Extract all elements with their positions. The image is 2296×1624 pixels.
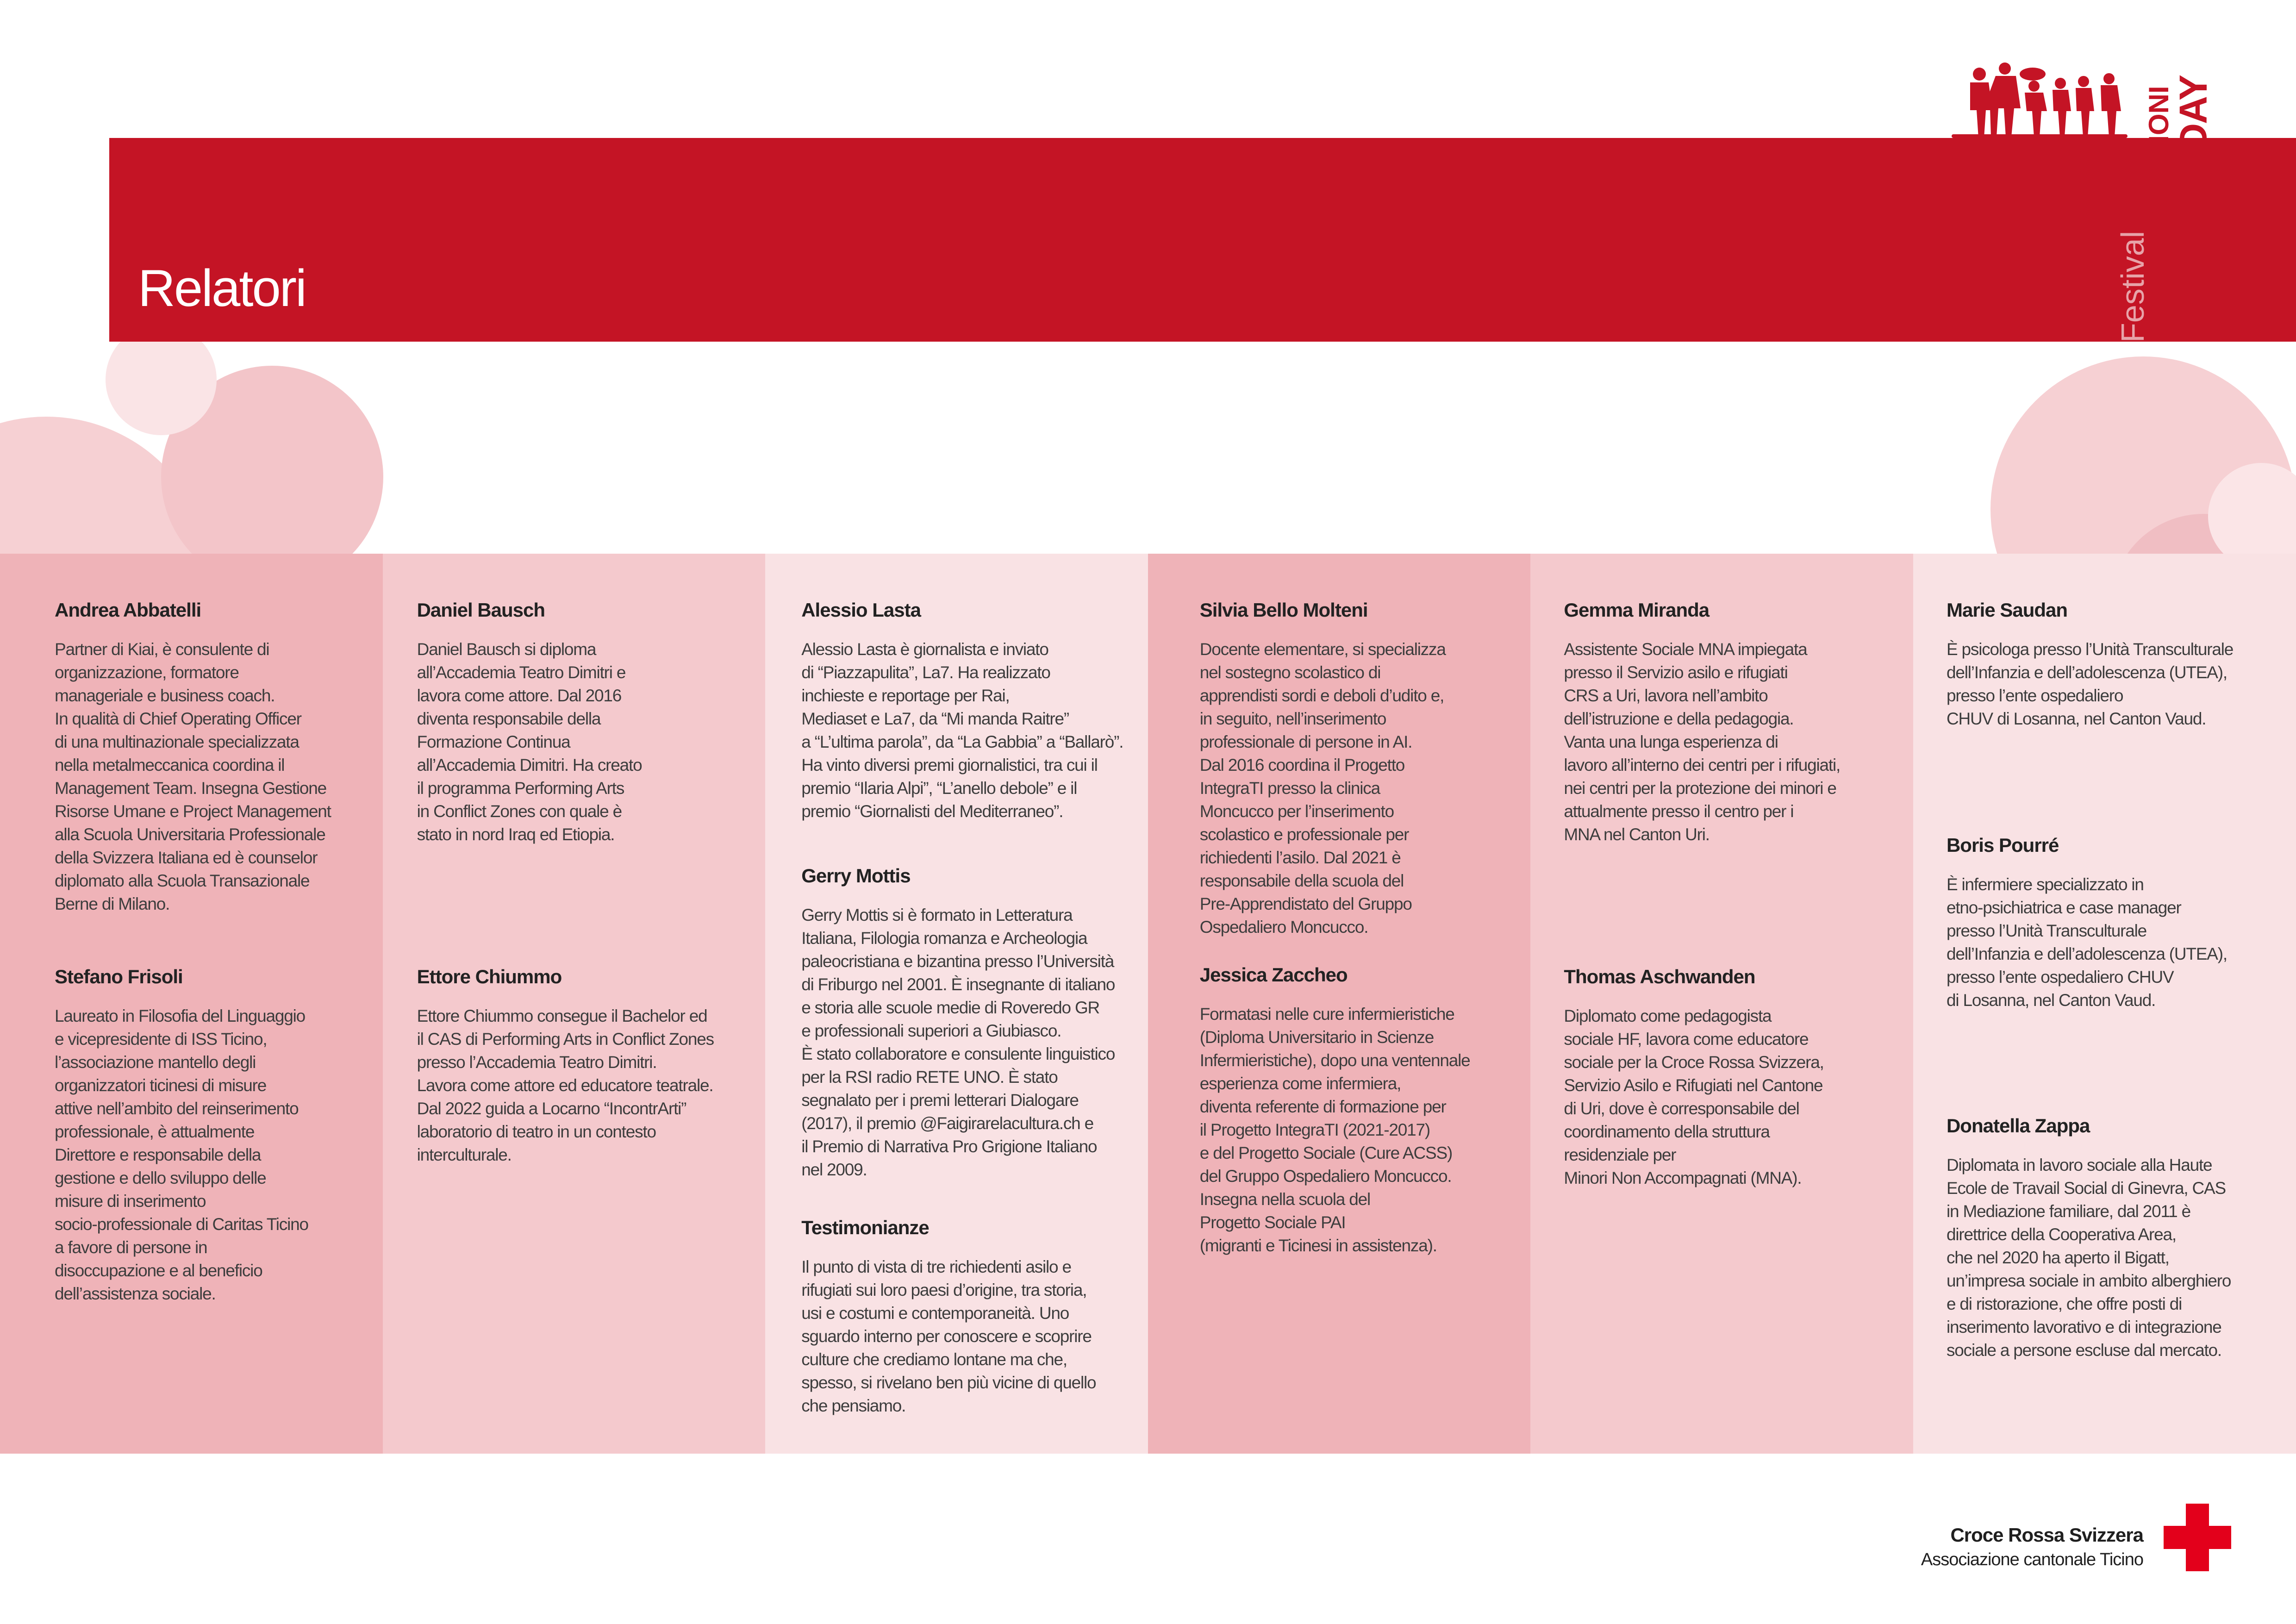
red-cross-logo	[1921, 1504, 2231, 1573]
speaker-bio: Formatasi nelle cure infermieristiche (Diploma Universitario in Scienze Infermieristiche), dopo una ventennale esperienza come infermiera, diventa referente di formazione per il Progetto IntegraTI (2021-2017) e del Progetto Sociale (Cure ACSS) del Gruppo Ospedaliero Moncucco. Insegna nella scuola del Progetto Sociale PAI (migranti e Ticinesi in assistenza).	[1199, 1005, 1470, 1255]
speakers-column	[0, 554, 383, 1454]
speakers-column	[1148, 554, 1531, 1454]
speaker-bio: Alessio Lasta è giornalista e inviato di “Piazzapulita”, La7. Ha realizzato inchieste e reportage per Rai, Mediaset e La7, da “Mi manda Raitre” a “L’ultima parola”, da “La Gabbia” a “Ballarò”. Ha vinto diversi premi giornalistici, tra cui il premio “Ilaria Alpi”, “L’anello debole” e il premio “Giornalisti del Mediterraneo”.	[801, 640, 1123, 821]
speaker-bio: Ettore Chiummo consegue il Bachelor ed il CAS di Performing Arts in Conflict Zones presso l’Accademia Teatro Dimitri. Lavora come attore ed educatore teatrale. Dal 2022 guida a Locarno “IncontrArti” laboratorio di teatro in un contesto interculturale.	[417, 1006, 714, 1164]
speaker-bio: Gerry Mottis si è formato in Letteratura Italiana, Filologia romanza e Archeologia paleocristiana e bizantina presso l’Università di Friburgo nel 2001. È insegnante di italiano e storia alle scuole medie di Roveredo GR e professionali superiori a Giubiasco. È stato collaboratore e consulente linguistico per la RSI radio RETE UNO. È stato segnalato per i premi letterari Dialogare (2017), il premio @Faigirarelacultura.ch e il Premio di Narrativa Pro Grigione Italiano nel 2009.	[801, 906, 1115, 1179]
speaker-name: Daniel Bausch	[417, 599, 545, 621]
speakers-columns	[0, 554, 2296, 1454]
speaker-bio: È infermiere specializzato in etno-psichiatrica e case manager presso l’Unità Transculturale dell’Infanzia e dell’adolescenza (UTEA), presso l’ente ospedaliero CHUV di Losanna, nel Canton Vaud.	[1946, 875, 2227, 1010]
speaker-name: Testimonianze	[801, 1217, 929, 1238]
speaker-bio: Il punto di vista di tre richiedenti asilo e rifugiati sui loro paesi d’origine, tra storia, usi e costumi e contemporaneità. Uno sguardo interno per conoscere e scoprire culture che crediamo lontane ma che, spesso, si rivelano ben più vicine di quello che pensiamo.	[801, 1257, 1096, 1415]
speaker-entry	[801, 1217, 1135, 1418]
speaker-entry	[1947, 834, 2289, 1012]
speakers-column	[1913, 554, 2296, 1454]
speaker-name: Gemma Miranda	[1564, 599, 1710, 621]
speaker-bio: Diplomato come pedagogista sociale HF, lavora come educatore sociale per la Croce Rossa Svizzera, Servizio Asilo e Rifugiati nel Cantone di Uri, dove è corresponsabile del coordinamento della struttura residenziale per Minori Non Accompagnati (MNA).	[1564, 1006, 1824, 1187]
speaker-entry	[417, 599, 732, 846]
speaker-entry	[801, 599, 1135, 823]
speaker-entry	[417, 966, 750, 1167]
festival-logo-text: Festival DELLE MIGRAZIONI REFUGEE DAY	[2115, 75, 2215, 343]
speaker-name: Andrea Abbatelli	[55, 599, 201, 621]
speaker-entry	[55, 599, 369, 916]
speaker-bio: Docente elementare, si specializza nel sostegno scolastico di apprendisti sordi e deboli d’udito e, in seguito, nell’inserimento professionale di persone in AI. Dal 2016 coordina il Progetto IntegraTI presso la clinica Moncucco per l’inserimento scolastico e professionale per richiedenti l’asilo. Dal 2021 è responsabile della scuola del Pre-Apprendistato del Gruppo Ospedaliero Moncucco.	[1199, 640, 1446, 937]
speakers-column	[383, 554, 766, 1454]
speaker-name: Alessio Lasta	[801, 599, 921, 621]
speaker-bio: Daniel Bausch si diploma all’Accademia Teatro Dimitri e lavora come attore. Dal 2016 diventa responsabile della Formazione Continua all’Accademia Dimitri. Ha creato il programma Performing Arts in Conflict Zones con quale è stato in nord Iraq ed Etiopia.	[417, 640, 642, 844]
speaker-name: Donatella Zappa	[1946, 1115, 2090, 1137]
speaker-name: Stefano Frisoli	[55, 966, 183, 987]
speaker-entry	[55, 966, 369, 1305]
speaker-entry	[1947, 599, 2289, 731]
speaker-name: Thomas Aschwanden	[1564, 966, 1755, 987]
speaker-entry	[1947, 1115, 2289, 1362]
speaker-name: Jessica Zaccheo	[1199, 964, 1348, 986]
speaker-name: Ettore Chiummo	[417, 966, 562, 987]
speakers-column	[765, 554, 1148, 1454]
speaker-bio: Laureato in Filosofia del Linguaggio e vicepresidente di ISS Ticino, l’associazione mantello degli organizzatori ticinesi di misure attive nell’ambito del reinserimento professionale, è attualmente Direttore e responsabile della gestione e dello sviluppo delle misure di inserimento socio-professionale di Caritas Ticino a favore di persone in disoccupazione e al beneficio dell’assistenza sociale.	[55, 1006, 308, 1303]
speaker-name: Boris Pourré	[1946, 834, 2059, 856]
page-title: Relatori	[138, 259, 306, 317]
speaker-entry	[1564, 599, 1906, 846]
speaker-entry	[1200, 964, 1524, 1257]
speaker-bio: È psicologa presso l’Unità Transculturale dell’Infanzia e dell’adolescenza (UTEA), presso l’ente ospedaliero CHUV di Losanna, nel Canton Vaud.	[1946, 640, 2234, 728]
speaker-bio: Diplomata in lavoro sociale alla Haute Ecole de Travail Social di Ginevra, CAS in Mediazione familiare, dal 2011 è direttrice della Cooperativa Area, che nel 2020 ha aperto il Bigatt, un’impresa sociale in ambito alberghiero e di ristorazione, che offre posti di inserimento lavorativo e di integrazione sociale a persone escluse dal mercato.	[1946, 1156, 2231, 1360]
speaker-name: Marie Saudan	[1946, 599, 2068, 621]
speaker-entry	[801, 865, 1135, 1181]
speakers-column	[1530, 554, 1913, 1454]
org-subtitle: Associazione cantonale Ticino	[1921, 1550, 2143, 1569]
speaker-bio: Partner di Kiai, è consulente di organizzazione, formatore manageriale e business coach. In qualità di Chief Operating Officer di una multinazionale specializzata nella metalmeccanica coordina il Management Team. Insegna Gestione Risorse Umane e Project Management alla Scuola Universitaria Professionale della Svizzera Italiana ed è counselor diplomato alla Scuola Transazionale Berne di Milano.	[55, 640, 331, 913]
speaker-entry	[1564, 966, 1906, 1190]
org-name: Croce Rossa Svizzera	[1950, 1524, 2143, 1546]
red-cross-icon	[2164, 1504, 2231, 1571]
speaker-name: Silvia Bello Molteni	[1199, 599, 1368, 621]
speaker-bio: Assistente Sociale MNA impiegata presso il Servizio asilo e rifugiati CRS a Uri, lavora nell’ambito dell’istruzione e della pedagogia. Vanta una lunga esperienza di lavoro all’interno dei centri per i rifugiati, nei centri per la protezione dei minori e attualmente presso il centro per i MNA nel Canton Uri.	[1564, 640, 1841, 844]
speaker-entry	[1200, 599, 1524, 939]
speaker-name: Gerry Mottis	[801, 865, 911, 887]
